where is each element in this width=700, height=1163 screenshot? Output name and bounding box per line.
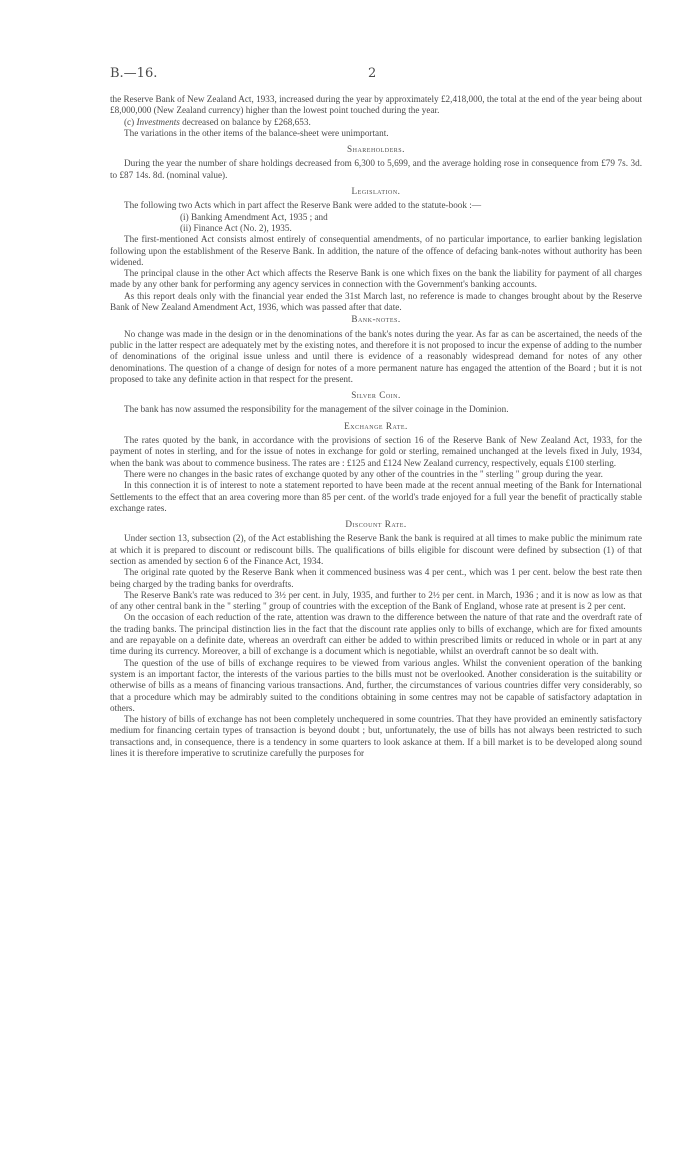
discount-paragraph-2: The original rate quoted by the Reserve Bank when it commenced business was 4 per cent., which was 1 per cent. below the best rate then being charged by the trading banks for overdrafts. xyxy=(110,567,642,589)
legislation-item-1: (i) Banking Amendment Act, 1935 ; and xyxy=(180,211,328,222)
silver-coin-heading: Silver Coin. xyxy=(351,390,401,401)
exchange-paragraph-3: In this connection it is of interest to note a statement reported to have been made at the recent annual meeting of the Bank for International Settlements to the effect that an area covering more than 85 per cent. of the world's trade enjoyed for a full year the benefit of practically stable exchange rates. xyxy=(110,480,642,513)
legislation-paragraph-2: The first-mentioned Act consists almost entirely of consequential amendments, of no particular importance, to earlier banking legislation following upon the establishment of the Reserve Bank. In addition, the nature of the offence of defacing bank-notes without authority has been widened. xyxy=(110,234,642,267)
shareholders-paragraph: During the year the number of share holdings decreased from 6,300 to 5,699, and the average holding rose in consequence from £79 7s. 3d. to £87 14s. 8d. (nominal value). xyxy=(110,158,642,180)
discount-paragraph-3: The Reserve Bank's rate was reduced to 3½ per cent. in July, 1935, and further to 2½ per cent. in March, 1936 ; and it is now as low as that of any other central bank in the " sterling " group of countries with the exception of the Bank of England, whose rate at present is 2 per cent. xyxy=(110,589,642,612)
investments-text: decreased on balance by £268,653. xyxy=(179,116,311,127)
discount-paragraph-4: On the occasion of each reduction of the rate, attention was drawn to the difference between the nature of that rate and the overdraft rate of the trading banks. The principal distinction lies in the fact that the discount rate applies only to bills of exchange, which are for fixed amounts and are repayable on a definite date, whereas an overdraft can either be added to within prescribed limits or reduced in whole or in part at any time during its currency. Moreover, a bill of exchange is a document which is negotiable, whilst an overdraft cannot be so dealt with. xyxy=(110,612,642,657)
exchange-paragraph-2: There were no changes in the basic rates of exchange quoted by any other of the countries in the " sterling " group during the year. xyxy=(124,468,603,479)
discount-rate-heading: Discount Rate. xyxy=(345,519,407,530)
document-reference: B.—16. xyxy=(110,66,158,81)
legislation-paragraph-3: The principal clause in the other Act which affects the Reserve Bank is one which fixes on the bank the liability for payment of all charges made by any other bank for performing any agency services in connection with the Government's banking accounts. xyxy=(110,268,642,290)
silver-coin-paragraph: The bank has now assumed the responsibility for the management of the silver coinage in the Dominion. xyxy=(124,404,509,415)
investments-term: Investments xyxy=(136,116,180,127)
exchange-rate-heading: Exchange Rate. xyxy=(344,420,408,431)
exchange-paragraph-1: The rates quoted by the bank, in accordance with the provisions of section 16 of the Reserve Bank of New Zealand Act, 1933, for the payment of notes in sterling, and for the issue of notes in exchange for gold or sterling, remained unchanged at the levels fixed in July, 1934, when the bank was about to commence business. The rates are : £125 and £124 New Zealand currency, respectively, equals £100 sterling. xyxy=(110,435,642,468)
investments-label: (c) xyxy=(124,116,137,127)
legislation-item-2: (ii) Finance Act (No. 2), 1935. xyxy=(180,222,292,233)
page-header xyxy=(110,66,640,82)
discount-paragraph-5: The question of the use of bills of exchange requires to be viewed from various angles. Whilst the convenient operation of the banking system is an important factor, the interests of the various parties to the bills must not be overlooked. Another consideration is the suitability or otherwise of bills as a means of financing various transactions. And, further, the circumstances of various countries differ very considerably, so that a procedure which may be admirably suited to the conditions obtaining in some centres may not be capable of satisfactory adaptation in others. xyxy=(110,657,642,713)
discount-paragraph-6: The history of bills of exchange has not been completely unchequered in some countries. That they have provided an eminently satisfactory medium for financing certain types of transaction is beyond doubt ; but, unfortunately, the use of bills has not always been restricted to such transactions and, in consequence, there is a tendency in some quarters to look askance at them. If a bill market is to be developed along sound lines it is therefore imperative to scrutinize carefully the purposes for xyxy=(110,714,642,759)
investments-paragraph xyxy=(110,117,642,128)
shareholders-heading: Shareholders. xyxy=(347,144,405,155)
balance-sheet-paragraph: The variations in the other items of the balance-sheet were unimportant. xyxy=(124,127,389,138)
legislation-paragraph-4: As this report deals only with the financial year ended the 31st March last, no reference is made to changes brought about by the Reserve Bank of New Zealand Amendment Act, 1936, which was passed after that date. xyxy=(110,290,642,313)
legislation-heading: Legislation. xyxy=(351,186,401,197)
discount-paragraph-1: Under section 13, subsection (2), of the Act establishing the Reserve Bank the bank is required at all times to make public the minimum rate at which it is prepared to discount or rediscount bills. The qualifications of bills eligible for discount were defined by subsection (1) of that section as amended by section 6 of the Finance Act, 1934. xyxy=(110,533,642,566)
page-number: 2 xyxy=(368,66,377,81)
intro-paragraph: the Reserve Bank of New Zealand Act, 1933, increased during the year by approximately £2,418,000, the total at the end of the year being about £8,000,000 (New Zealand currency) higher than the lowest point touched during the year. xyxy=(110,94,642,116)
report-body xyxy=(110,94,642,759)
banknotes-heading: Bank-notes. xyxy=(351,314,401,325)
banknotes-paragraph: No change was made in the design or in the denominations of the bank's notes during the year. As far as can be ascertained, the needs of the public in the latter respect are adequately met by the existing notes, and therefore it is not proposed to incur the expense of adding to the number of denominations of the original issue unless and until there is evidence of a reasonably widespread demand for notes of any other denominations. The question of a change of design for notes of a more permanent nature has engaged the attention of the Board ; but it is not proposed to take any definite action in that respect for the present. xyxy=(110,328,642,384)
legislation-intro: The following two Acts which in part affect the Reserve Bank were added to the statute-book :— xyxy=(124,200,482,211)
